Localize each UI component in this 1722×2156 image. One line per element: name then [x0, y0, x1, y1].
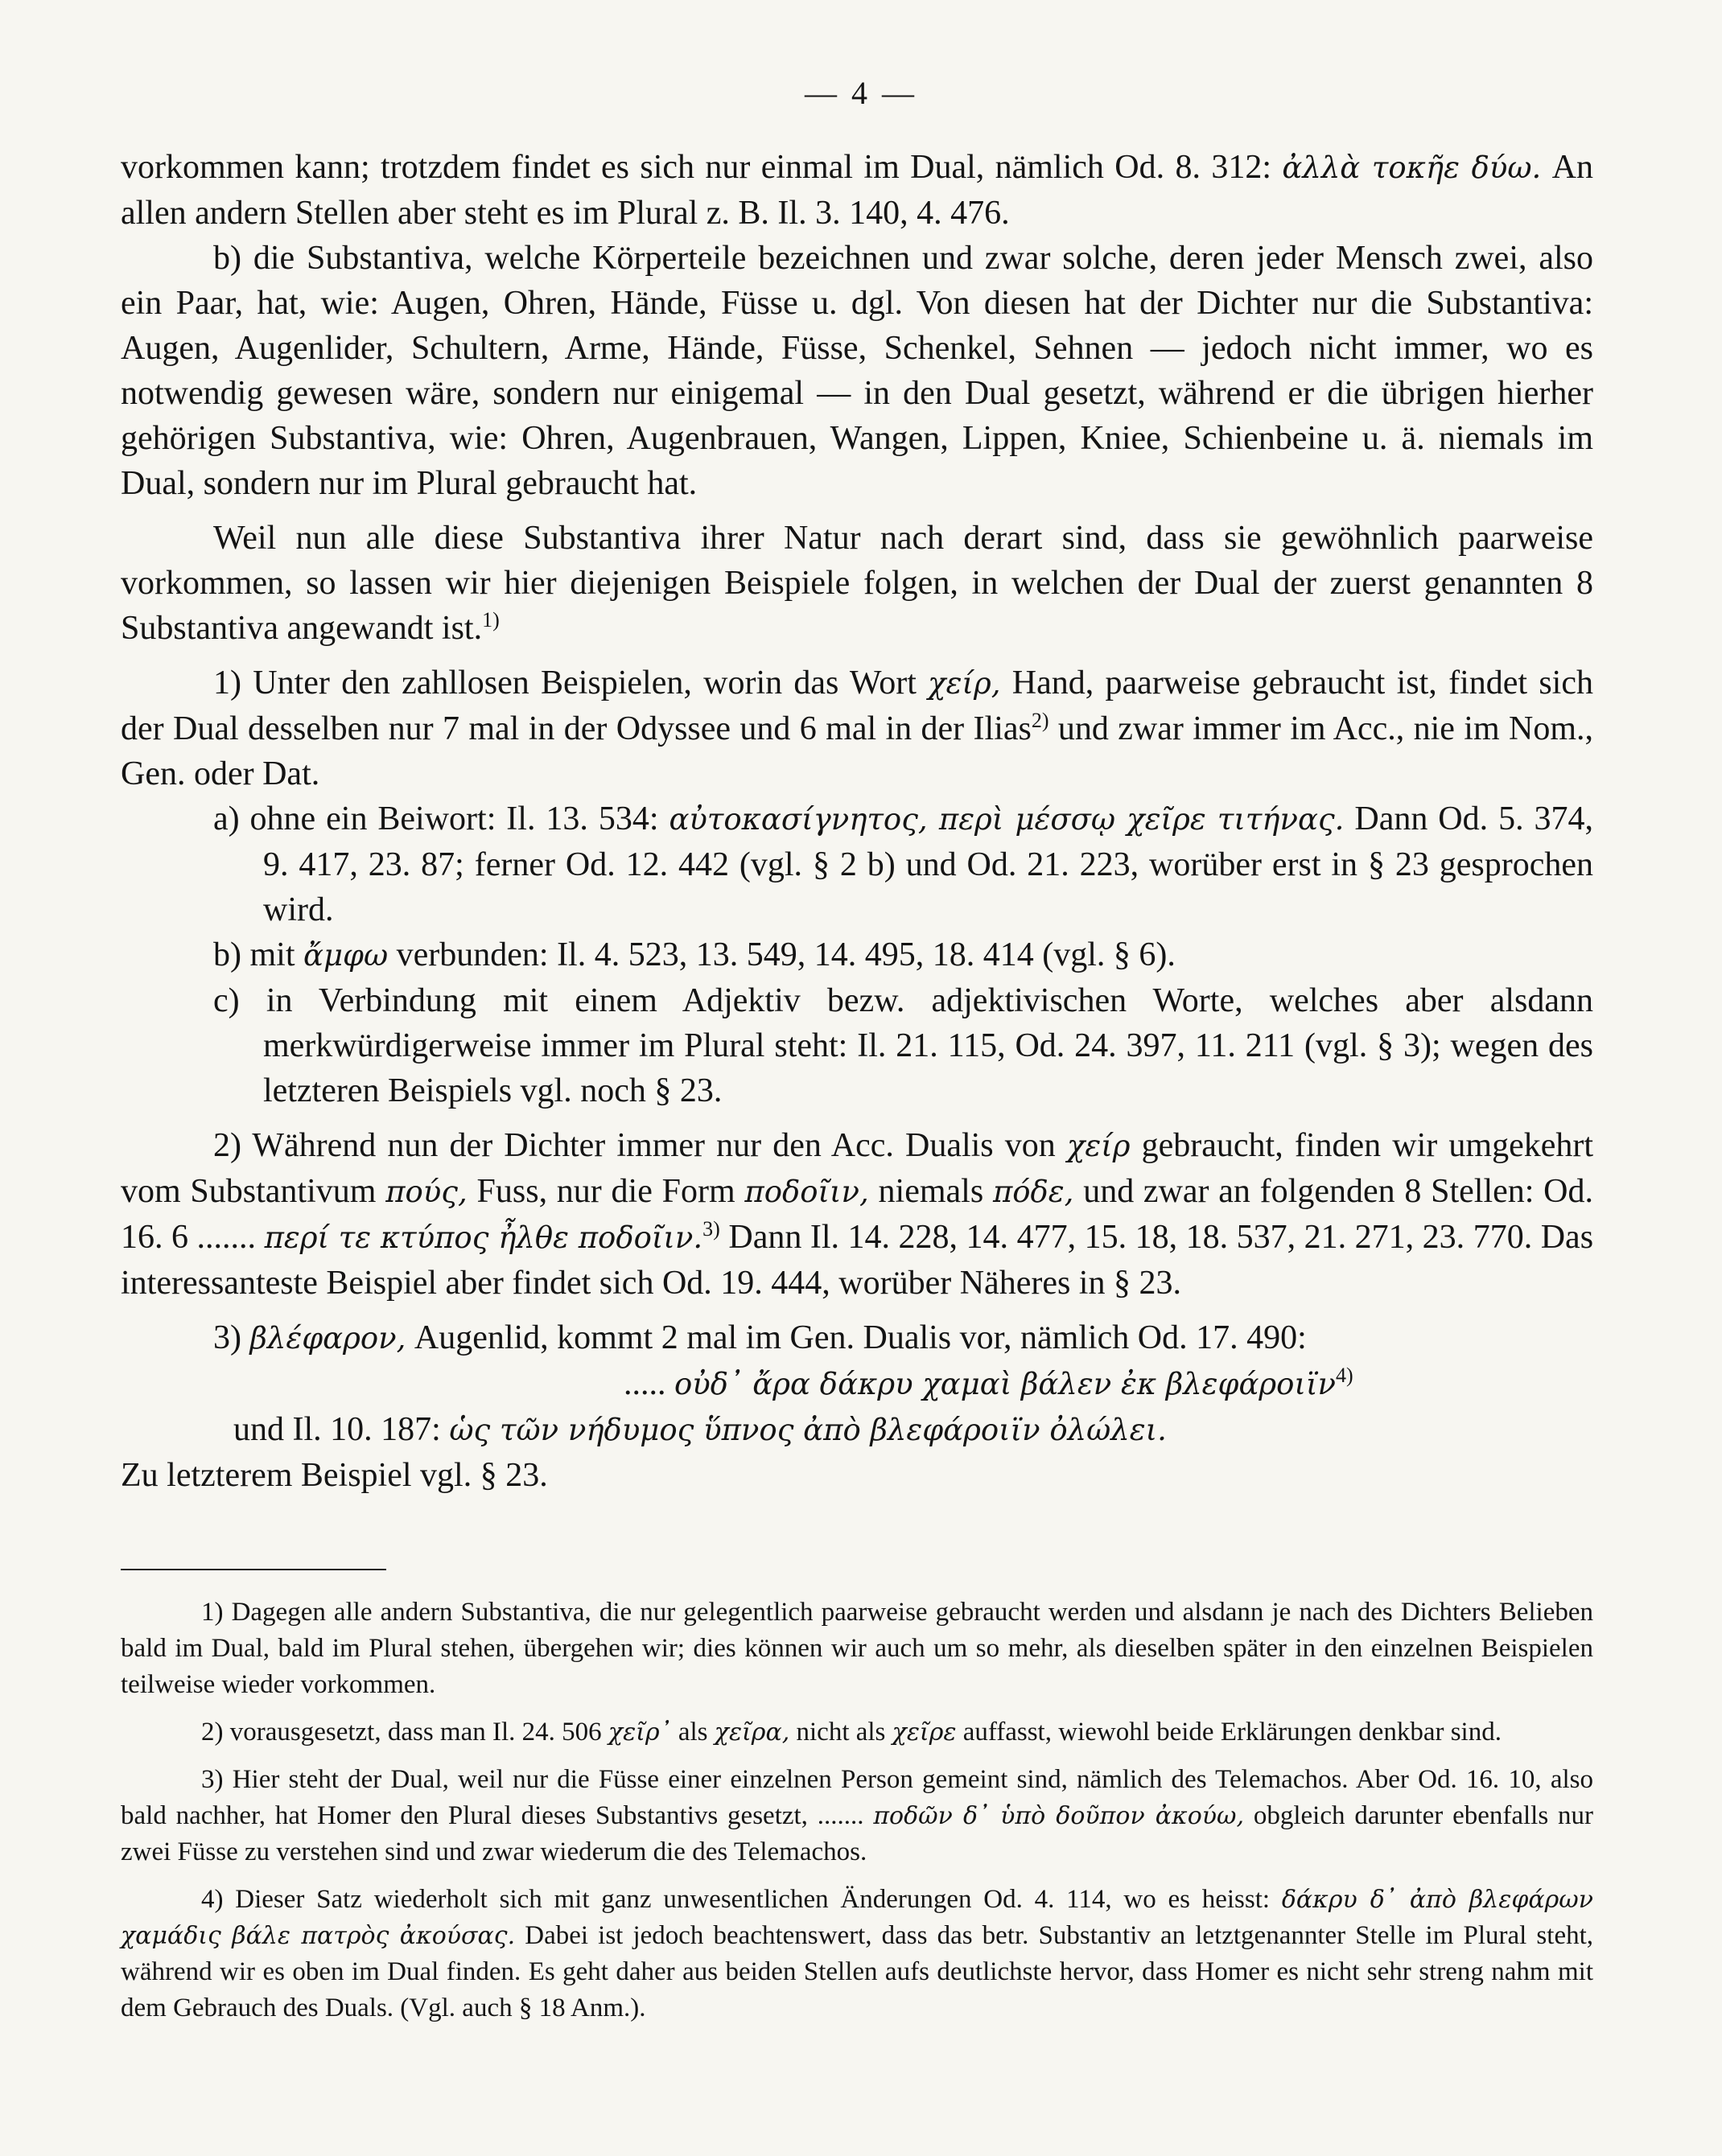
list-item-a: a) ohne ein Beiwort: Il. 13. 534: αὐτοκασίγνητος, περὶ μέσσῳ χεῖρε τιτήνας. Dann Od. 5. 374, 9. 417, 23. 87; ferner Od. 12. 442 (vgl. § 2 b) und Od. 21. 223, worüber erst in § 23 gesprochen wird. [213, 800, 1593, 928]
greek-quote: αὐτοκασίγνητος, περὶ μέσσῳ χεῖρε τιτήνας. [669, 802, 1345, 837]
greek-quote: ἀλλὰ τοκῆε δύω. [1282, 150, 1542, 185]
footnote-divider [121, 1569, 386, 1570]
verse-quote-1: ..... οὐδ᾽ ἄρα δάκρυ χαμαὶ βάλεν ἐκ βλεφάροιϊν$^{4)}$ [624, 1364, 1353, 1402]
footnote-ref-3: 3) [702, 1217, 720, 1241]
page-number: — 4 — [805, 75, 917, 111]
paragraph-b: b) die Substantiva, welche Körperteile bezeichnen und zwar solche, deren jeder Mensch zwei, also ein Paar, hat, wie: Augen, Ohren, Hände, Füsse u. dgl. Von diesen hat der Dichter nur die Substantiva: Augen, Augenlider, Schultern, Arme, Hände, Füsse, Schenkel, Sehnen — jedoch nicht immer, wo es notwendig gewesen wäre, sondern nur einigemal — in den Dual gesetzt, während er die übrigen hierher gehörigen Substantiva, wie: Ohren, Augenbrauen, Wangen, Lippen, Kniee, Schienbeine u. ä. niemals im Dual, sondern nur im Plural gebraucht hat. [121, 240, 1593, 502]
main-text [121, 145, 1593, 1498]
footnotes [121, 1594, 1593, 2038]
footnote-3: 3) Hier steht der Dual, weil nur die Füsse einer einzelnen Person gemeint sind, nämlich des Telemachos. Aber Od. 16. 10, also bald nachher, hat Homer den Plural dieses Substantivs gesetzt, ....... ποδῶν δ᾽ ὑπὸ δοῦπον ἀκούω, obgleich darunter ebenfalls nur zwei Füsse zu verstehen sind und zwar wiederum die des Telemachos. [121, 1765, 1594, 1866]
section-1: 1) Unter den zahllosen Beispielen, worin das Wort χείρ, Hand, paarweise gebraucht ist, findet sich der Dual desselben nur 7 mal in der Odyssee und 6 mal in der Ilias$^{2)}$ und zwar immer im Acc., nie im Nom., Gen. oder Dat. [121, 664, 1593, 792]
closing-line: Zu letzterem Beispiel vgl. § 23. [121, 1457, 548, 1494]
greek-quote: περί τε κτύπος ἦλθε ποδοῖιν. [264, 1220, 703, 1255]
greek-word: χείρ, [928, 666, 1001, 701]
greek-word: ἄμφω [303, 938, 389, 973]
list-item-b: b) mit ἄμφω verbunden: Il. 4. 523, 13. 549, 14. 495, 18. 414 (vgl. § 6). [213, 936, 1176, 973]
verse-quote-2: und Il. 10. 187: ὡς τῶν νήδυμος ὕπνος ἀπὸ βλεφάροιϊν ὀλώλει. [233, 1411, 1167, 1448]
footnote-4: 4) Dieser Satz wiederholt sich mit ganz unwesentlichen Änderungen Od. 4. 114, wo es heisst: δάκρυ δ᾽ ἀπὸ βλεφάρων χαμάδις βάλε πατρὸς ἀκούσας. Dabei ist jedoch beachtenswert, dass das betr. Substantiv an letztgenannter Stelle im Plural steht, während wir es oben im Dual finden. Es geht daher aus beiden Stellen aufs deutlichste hervor, dass Homer es nicht sehr streng nahm mit dem Gebrauch des Duals. (Vgl. auch § 18 Anm.). [121, 1885, 1594, 2022]
list-item-c: c) in Verbindung mit einem Adjektiv bezw. adjektivischen Worte, welches aber alsdann merkwürdigerweise immer im Plural steht: Il. 21. 115, Od. 24. 397, 11. 211 (vgl. § 3); wegen des letzteren Beispiels vgl. noch § 23. [213, 982, 1593, 1109]
paragraph-intro: Weil nun alle diese Substantiva ihrer Natur nach derart sind, dass sie gewöhnlich paarweise vorkommen, so lassen wir hier diejenigen Beispiele folgen, in welchen der Dual der zuerst genannten 8 Substantiva angewandt ist.$^{1)}$ [121, 520, 1593, 647]
footnote-ref-2: 2) [1031, 709, 1049, 732]
footnote-ref-4: 4) [1335, 1364, 1353, 1387]
section-2: 2) Während nun der Dichter immer nur den Acc. Dualis von χείρ gebraucht, finden wir umgekehrt vom Substantivum πούς, Fuss, nur die Form ποδοῖιν, niemals πόδε, und zwar an folgenden 8 Stellen: Od. 16. 6 ....... περί τε κτύπος ἦλθε ποδοῖιν.$^{3)}$ Dann Il. 14. 228, 14. 477, 15. 18, 18. 537, 21. 271, 23. 770. Das interessanteste Beispiel aber findet sich Od. 19. 444, worüber Näheres in § 23. [121, 1127, 1594, 1302]
footnote-ref-1: 1) [482, 608, 500, 632]
footnote-2: 2) vorausgesetzt, dass man Il. 24. 506 χεῖρ᾽ als χεῖρα, nicht als χεῖρε auffasst, wiewohl beide Erklärungen denkbar sind. [201, 1718, 1502, 1747]
footnote-1: 1) Dagegen alle andern Substantiva, die nur gelegentlich paarweise gebraucht werden und alsdann je nach des Dichters Belieben bald im Dual, bald im Plural stehen, übergehen wir; dies können wir auch um so mehr, als dieselben später in den einzelnen Beispielen teilweise wieder vorkommen. [121, 1598, 1593, 1699]
paragraph-continuation: vorkommen kann; trotzdem findet es sich nur einmal im Dual, nämlich Od. 8. 312: ἀλλὰ τοκῆε δύω. An allen andern Stellen aber steht es im Plural z. B. Il. 3. 140, 4. 476. [121, 149, 1593, 232]
section-3: 3) βλέφαρον, Augenlid, kommt 2 mal im Gen. Dualis vor, nämlich Od. 17. 490: [213, 1319, 1307, 1356]
